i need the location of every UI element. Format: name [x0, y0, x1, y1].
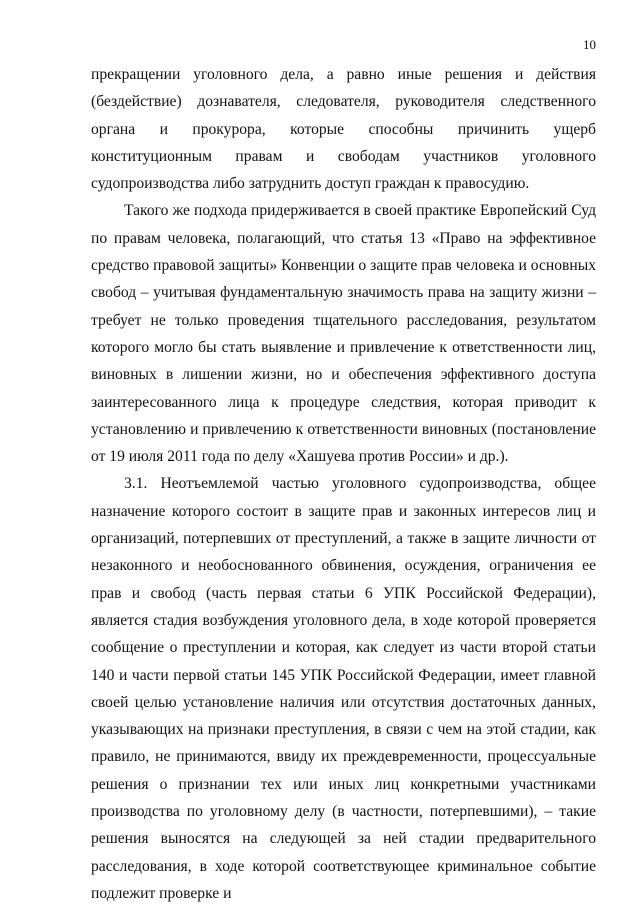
- page-number: 10: [583, 37, 596, 52]
- document-body: [91, 61, 596, 907]
- paragraph-european-court: Такого же подхода придерживается в своей практике Европейский Суд по правам человека, полагающий, что статья 13 «Право на эффективное средство правовой защиты» Конвенции о защите прав человека и основных свобод – учитывая фундаментальную значимость права на защиту жизни – требует не только проведения тщательного расследования, результатом которого могло бы стать выявление и привлечение к ответственности лиц, виновных в лишении жизни, но и обеспечения эффективного доступа заинтересованного лица к процедуре следствия, которая приводит к установлению и привлечению к ответственности виновных (постановление от 19 июля 2011 года по делу «Хашуева против России» и др.).: [91, 202, 596, 466]
- paragraph-continuation: прекращении уголовного дела, а равно иные решения и действия (бездействие) дознавателя, следователя, руководителя следственного органа и прокурора, которые способны причинить ущерб конституционным правам и свободам участников уголовного судопроизводства либо затруднить доступ граждан к правосудию.: [91, 66, 596, 193]
- paragraph-section-3-1: 3.1. Неотъемлемой частью уголовного судопроизводства, общее назначение которого состоит в защите прав и законных интересов лиц и организаций, потерпевших от преступлений, а также в защите личности от незаконного и необоснованного обвинения, осуждения, ограничения ее прав и свобод (часть первая статьи 6 УПК Российской Федерации), является стадия возбуждения уголовного дела, в ходе которой проверяется сообщение о преступлении и которая, как следует из части второй статьи 140 и части первой статьи 145 УПК Российской Федерации, имеет главной своей целью установление наличия или отсутствия достаточных данных, указывающих на признаки преступления, в связи с чем на этой стадии, как правило, не принимаются, ввиду их преждевременности, процессуальные решения о признании тех или иных лиц конкретными участниками производства по уголовному делу (в частности, потерпевшими), – такие решения выносятся на следующей за ней стадии предварительного расследования, в ходе которой соответствующее криминальное событие подлежит проверке и: [91, 475, 596, 902]
